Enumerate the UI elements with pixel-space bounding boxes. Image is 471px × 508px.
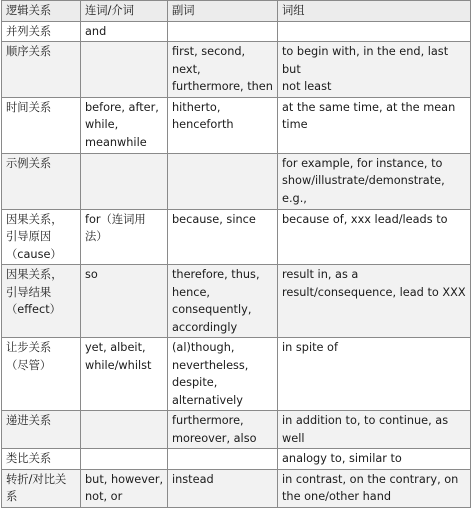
- relation-cell: 因果关系， 引导结果 （effect）: [2, 265, 81, 338]
- relation-cell: 转折/对比关 系: [2, 469, 81, 507]
- table-row: [2, 97, 471, 153]
- table-row: [2, 449, 471, 470]
- relation-cell: 类比关系: [2, 449, 81, 470]
- phrase-cell: in contrast, on the contrary, on the one/other hand: [278, 469, 471, 507]
- table-row: [2, 153, 471, 209]
- table-header: [2, 1, 471, 22]
- conjunction-cell: but, however, not, or: [81, 469, 168, 507]
- conjunction-cell: for（连词用 法）: [81, 209, 168, 265]
- adverb-cell: instead: [168, 469, 278, 507]
- conjunction-cell: and: [81, 21, 168, 42]
- header-adverb: 副词: [168, 1, 278, 22]
- phrase-cell: in spite of: [278, 338, 471, 411]
- header-conjunction-preposition: 连词/介词: [81, 1, 168, 22]
- table-row: [2, 42, 471, 98]
- phrase-cell: to begin with, in the end, last but not least: [278, 42, 471, 98]
- relation-cell: 因果关系， 引导原因 （cause）: [2, 209, 81, 265]
- table-row: [2, 209, 471, 265]
- adverb-cell: [168, 449, 278, 470]
- phrase-cell: at the same time, at the mean time: [278, 97, 471, 153]
- adverb-cell: [168, 21, 278, 42]
- adverb-cell: furthermore, moreover, also: [168, 411, 278, 449]
- table-row: [2, 21, 471, 42]
- table-body: [2, 21, 471, 507]
- phrase-cell: analogy to, similar to: [278, 449, 471, 470]
- phrase-cell: in addition to, to continue, as well: [278, 411, 471, 449]
- relation-cell: 让步关系 （尽管）: [2, 338, 81, 411]
- table-row: [2, 469, 471, 507]
- table-row: [2, 265, 471, 338]
- adverb-cell: first, second, next, furthermore, then: [168, 42, 278, 98]
- header-phrase: 词组: [278, 1, 471, 22]
- conjunction-cell: [81, 411, 168, 449]
- logic-relations-table: [1, 0, 471, 508]
- adverb-cell: [168, 153, 278, 209]
- adverb-cell: (al)though, nevertheless, despite, alternatively: [168, 338, 278, 411]
- table-row: [2, 338, 471, 411]
- conjunction-cell: so: [81, 265, 168, 338]
- adverb-cell: hitherto, henceforth: [168, 97, 278, 153]
- conjunction-cell: [81, 42, 168, 98]
- phrase-cell: because of, xxx lead/leads to: [278, 209, 471, 265]
- phrase-cell: result in, as a result/consequence, lead to XXX: [278, 265, 471, 338]
- header-logic-relation: 逻辑关系: [2, 1, 81, 22]
- relation-cell: 并列关系: [2, 21, 81, 42]
- table-row: [2, 411, 471, 449]
- conjunction-cell: [81, 449, 168, 470]
- relation-cell: 示例关系: [2, 153, 81, 209]
- phrase-cell: for example, for instance, to show/illustrate/demonstrate, e.g.,: [278, 153, 471, 209]
- adverb-cell: because, since: [168, 209, 278, 265]
- relation-cell: 递进关系: [2, 411, 81, 449]
- conjunction-cell: before, after, while, meanwhile: [81, 97, 168, 153]
- adverb-cell: therefore, thus, hence, consequently, accordingly: [168, 265, 278, 338]
- relation-cell: 顺序关系: [2, 42, 81, 98]
- conjunction-cell: yet, albeit, while/whilst: [81, 338, 168, 411]
- header-row: [2, 1, 471, 22]
- relation-cell: 时间关系: [2, 97, 81, 153]
- phrase-cell: [278, 21, 471, 42]
- conjunction-cell: [81, 153, 168, 209]
